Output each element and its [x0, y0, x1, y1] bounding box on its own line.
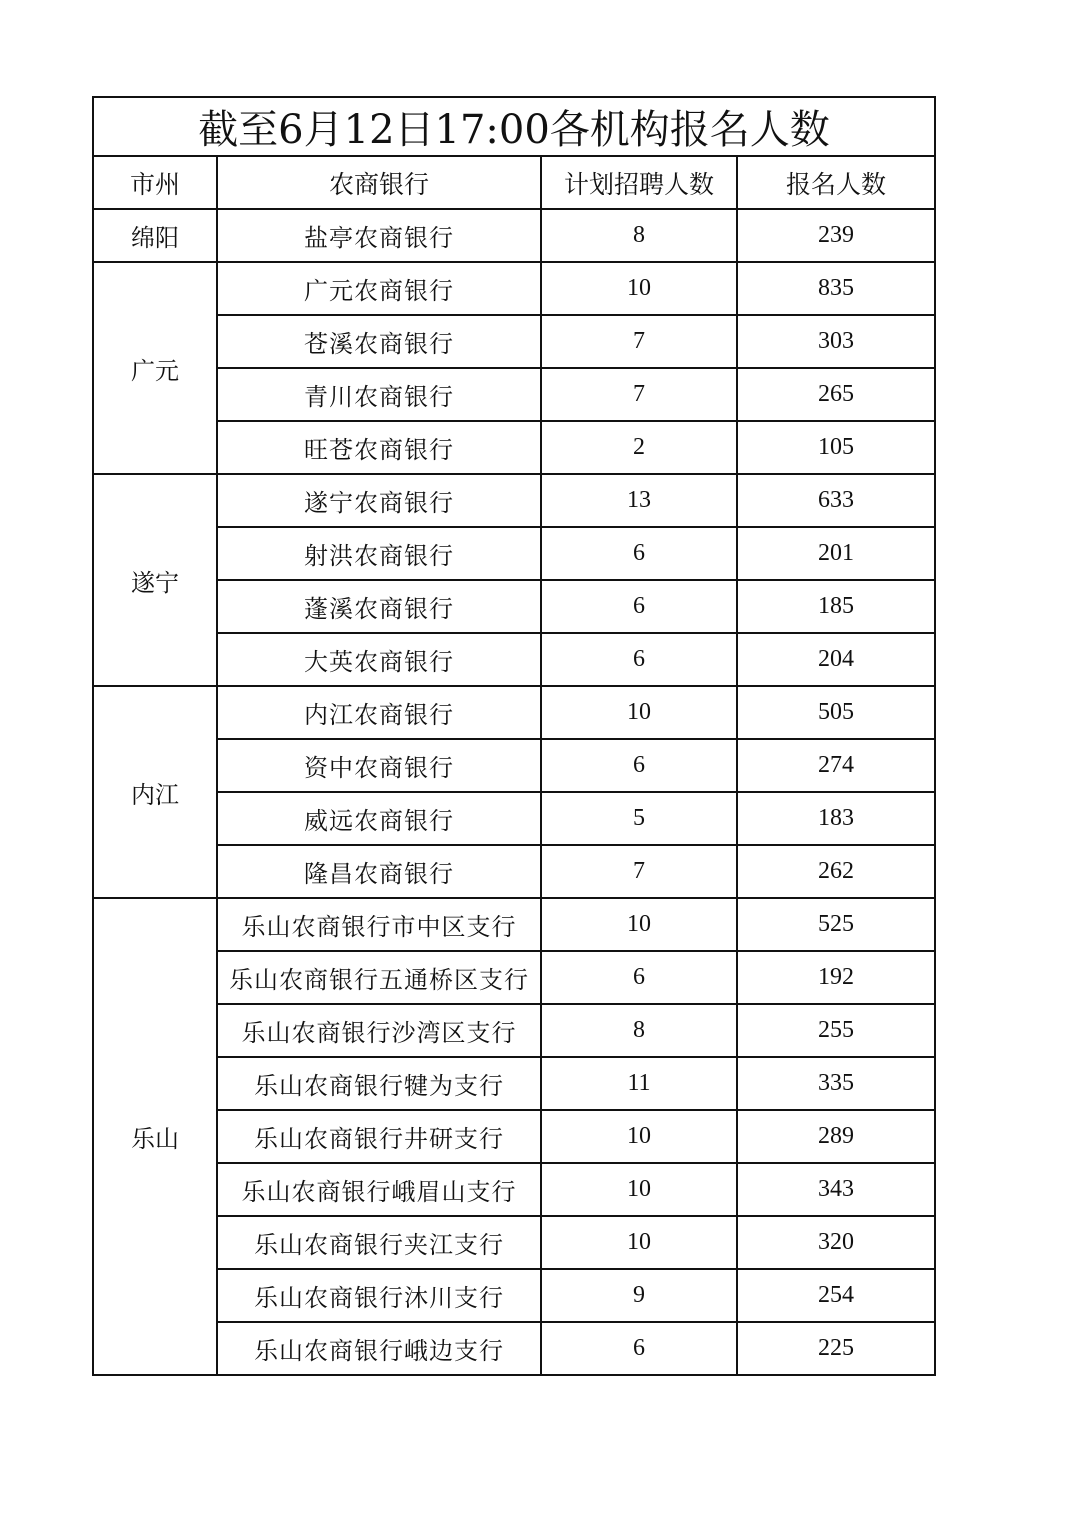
table-row — [93, 209, 935, 262]
bank-cell: 乐山农商银行沐川支行 — [217, 1269, 541, 1322]
bank-cell: 苍溪农商银行 — [217, 315, 541, 368]
applicants-cell: 265 — [737, 368, 935, 421]
applicants-cell: 289 — [737, 1110, 935, 1163]
bank-cell: 遂宁农商银行 — [217, 474, 541, 527]
planned-cell: 11 — [541, 1057, 737, 1110]
applicants-cell: 835 — [737, 262, 935, 315]
applicants-cell: 303 — [737, 315, 935, 368]
table-row — [93, 368, 935, 421]
bank-cell: 乐山农商银行峨眉山支行 — [217, 1163, 541, 1216]
header-row — [93, 156, 935, 209]
applicants-cell: 192 — [737, 951, 935, 1004]
planned-cell: 7 — [541, 368, 737, 421]
table-row — [93, 1322, 935, 1375]
applicants-cell: 320 — [737, 1216, 935, 1269]
bank-cell: 内江农商银行 — [217, 686, 541, 739]
table-row — [93, 686, 935, 739]
planned-cell: 8 — [541, 209, 737, 262]
bank-cell: 资中农商银行 — [217, 739, 541, 792]
table-row — [93, 580, 935, 633]
table-row — [93, 792, 935, 845]
applicants-cell: 274 — [737, 739, 935, 792]
applicants-cell: 183 — [737, 792, 935, 845]
planned-cell: 10 — [541, 686, 737, 739]
applicants-cell: 505 — [737, 686, 935, 739]
planned-cell: 10 — [541, 1110, 737, 1163]
planned-cell: 7 — [541, 845, 737, 898]
applicants-cell: 343 — [737, 1163, 935, 1216]
table-row — [93, 1057, 935, 1110]
bank-cell: 乐山农商银行井研支行 — [217, 1110, 541, 1163]
city-cell: 遂宁 — [93, 474, 217, 686]
header-applicants: 报名人数 — [737, 156, 935, 209]
applicants-cell: 239 — [737, 209, 935, 262]
planned-cell: 5 — [541, 792, 737, 845]
planned-cell: 2 — [541, 421, 737, 474]
applicants-cell: 201 — [737, 527, 935, 580]
city-cell: 绵阳 — [93, 209, 217, 262]
bank-cell: 射洪农商银行 — [217, 527, 541, 580]
planned-cell: 10 — [541, 262, 737, 315]
applicants-cell: 185 — [737, 580, 935, 633]
table-row — [93, 1110, 935, 1163]
applicants-cell: 262 — [737, 845, 935, 898]
table-row — [93, 739, 935, 792]
table-row — [93, 1216, 935, 1269]
applicants-cell: 633 — [737, 474, 935, 527]
city-cell: 乐山 — [93, 898, 217, 1375]
bank-cell: 乐山农商银行沙湾区支行 — [217, 1004, 541, 1057]
bank-cell: 威远农商银行 — [217, 792, 541, 845]
table-row — [93, 1269, 935, 1322]
planned-cell: 9 — [541, 1269, 737, 1322]
table-body — [93, 209, 935, 1375]
title-row — [93, 97, 935, 156]
bank-cell: 旺苍农商银行 — [217, 421, 541, 474]
applicants-cell: 225 — [737, 1322, 935, 1375]
bank-cell: 乐山农商银行夹江支行 — [217, 1216, 541, 1269]
applicants-cell: 525 — [737, 898, 935, 951]
table-row — [93, 315, 935, 368]
applicants-cell: 254 — [737, 1269, 935, 1322]
planned-cell: 8 — [541, 1004, 737, 1057]
bank-cell: 蓬溪农商银行 — [217, 580, 541, 633]
table-row — [93, 527, 935, 580]
bank-cell: 隆昌农商银行 — [217, 845, 541, 898]
planned-cell: 6 — [541, 527, 737, 580]
table-row — [93, 474, 935, 527]
header-planned: 计划招聘人数 — [541, 156, 737, 209]
applicants-cell: 335 — [737, 1057, 935, 1110]
table-row — [93, 898, 935, 951]
bank-cell: 大英农商银行 — [217, 633, 541, 686]
bank-cell: 乐山农商银行峨边支行 — [217, 1322, 541, 1375]
planned-cell: 10 — [541, 1216, 737, 1269]
applicants-cell: 204 — [737, 633, 935, 686]
planned-cell: 6 — [541, 951, 737, 1004]
bank-cell: 广元农商银行 — [217, 262, 541, 315]
bank-cell: 青川农商银行 — [217, 368, 541, 421]
city-cell: 内江 — [93, 686, 217, 898]
table-row — [93, 1163, 935, 1216]
bank-cell: 乐山农商银行犍为支行 — [217, 1057, 541, 1110]
table-title: 截至6月12日17:00各机构报名人数 — [93, 97, 935, 156]
applicants-cell: 105 — [737, 421, 935, 474]
table-row — [93, 262, 935, 315]
planned-cell: 6 — [541, 633, 737, 686]
planned-cell: 7 — [541, 315, 737, 368]
table-row — [93, 845, 935, 898]
registration-table — [92, 96, 936, 1376]
table-row — [93, 421, 935, 474]
applicants-cell: 255 — [737, 1004, 935, 1057]
planned-cell: 10 — [541, 898, 737, 951]
table-row — [93, 1004, 935, 1057]
header-bank: 农商银行 — [217, 156, 541, 209]
planned-cell: 10 — [541, 1163, 737, 1216]
city-cell: 广元 — [93, 262, 217, 474]
bank-cell: 盐亭农商银行 — [217, 209, 541, 262]
table-row — [93, 633, 935, 686]
header-city: 市州 — [93, 156, 217, 209]
planned-cell: 6 — [541, 580, 737, 633]
planned-cell: 6 — [541, 1322, 737, 1375]
table-row — [93, 951, 935, 1004]
planned-cell: 6 — [541, 739, 737, 792]
planned-cell: 13 — [541, 474, 737, 527]
bank-cell: 乐山农商银行五通桥区支行 — [217, 951, 541, 1004]
bank-cell: 乐山农商银行市中区支行 — [217, 898, 541, 951]
